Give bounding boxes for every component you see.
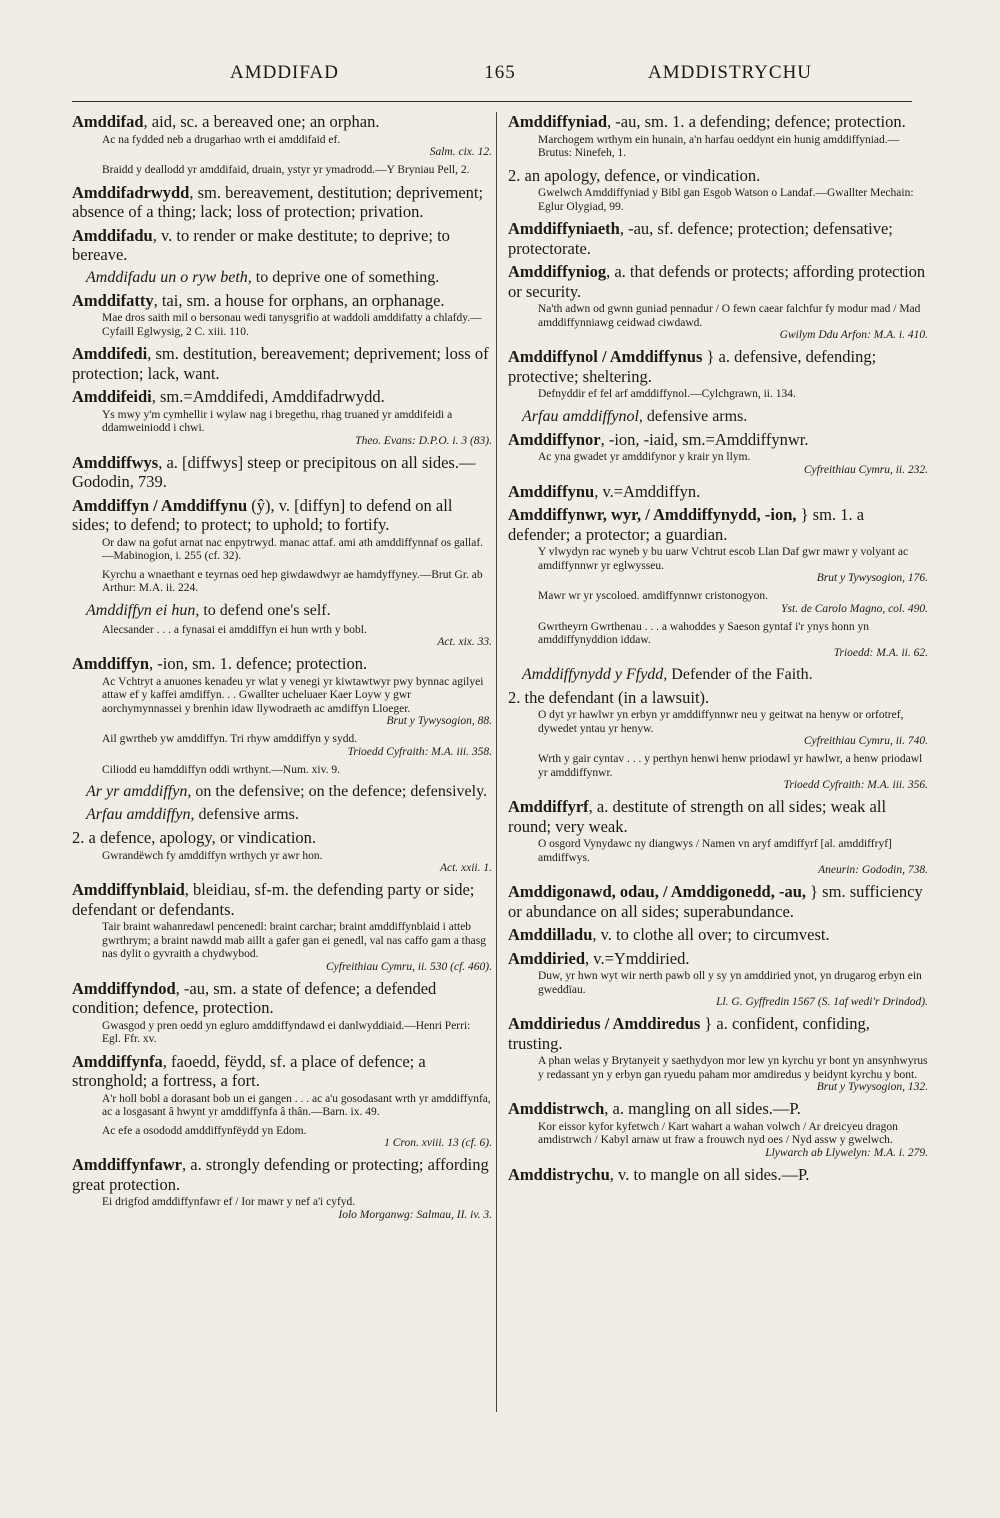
entry-definition: , -ion, sm. 1. defence; protection. bbox=[149, 654, 368, 673]
phrase-term: Arfau amddiffyn, bbox=[86, 806, 195, 823]
dictionary-entry bbox=[508, 1099, 928, 1160]
entry-quotation bbox=[508, 303, 928, 342]
entry-definition: } a. confident, confiding, trusting. bbox=[508, 1014, 870, 1053]
dictionary-entry bbox=[72, 1052, 492, 1151]
entry-phrase bbox=[508, 407, 928, 426]
entry-definition: , v.=Amddiffyn. bbox=[594, 481, 701, 501]
phrase-gloss: defensive arms. bbox=[642, 407, 748, 425]
header-left-guideword: AMDDIFAD bbox=[230, 62, 339, 83]
entry-headword: Amddifeidi bbox=[72, 387, 152, 406]
quotation-text: Wrth y gair cyntav . . . y perthyn henwi henw priodawl yr hawlwr, a henw priodawl yr amddiffynwr. bbox=[538, 753, 923, 779]
entry-quotation bbox=[508, 451, 928, 477]
entry-definition-line bbox=[72, 1155, 492, 1194]
entry-quotation bbox=[508, 1121, 928, 1160]
phrase-gloss: Defender of the Faith. bbox=[667, 665, 813, 683]
entry-definition: , -au, sm. 1. a defending; defence; protection. bbox=[607, 112, 906, 131]
entry-headword: Amddiffyrf bbox=[508, 797, 589, 816]
entry-headword: Amddiffynblaid bbox=[72, 880, 185, 899]
entry-definition-line bbox=[508, 262, 928, 301]
entry-headword: Amddifedi bbox=[72, 344, 148, 363]
entry-headword: Amddigonawd, odau, / Amddigonedd, -au, bbox=[508, 882, 807, 901]
dictionary-entry bbox=[508, 166, 928, 215]
dictionary-entry bbox=[508, 1165, 928, 1185]
entry-definition-line bbox=[72, 654, 492, 674]
entry-definition-line bbox=[508, 1014, 928, 1053]
phrase-term: Amddiffynydd y Ffydd, bbox=[522, 665, 668, 683]
quotation-text: O dyt yr hawlwr yn erbyn yr amddiffynnwr neu y geitwat na henyw or orfotref, dywedet yntau yr henyw. bbox=[538, 709, 904, 735]
entry-definition: , sm. bereavement, destitution; deprivement; absence of a thing; lack; loss of protection; privation. bbox=[72, 182, 484, 221]
quotation-text: Kor eissor kyfor kyfetwch / Kart wahart a wahan volwch / Ar dreicyeu dragon amdistrwch / Kabyl arnaw ut fraw a frouwch nyd oes / Nyd assw y gwelwch. bbox=[538, 1120, 898, 1146]
entry-definition-line bbox=[508, 949, 928, 969]
quotation-source: Salm. cix. 12. bbox=[429, 146, 492, 158]
quotation-source: Trioedd Cyfraith: M.A. iii. 358. bbox=[347, 745, 492, 758]
quotation-source: Iolo Morganwg: Salmau, II. iv. 3. bbox=[338, 1208, 492, 1221]
phrase-term: Amddifadu un o ryw beth, bbox=[86, 268, 252, 286]
phrase-term: Arfau amddiffynol, bbox=[522, 407, 643, 425]
dictionary-entry bbox=[508, 482, 928, 502]
entry-quotation bbox=[508, 621, 928, 660]
quotation-text: Gwrtheyrn Gwrthenau . . . a wahoddes y Saeson gyntaf i'r ynys honn yn amddiffynyddion iddaw. bbox=[538, 620, 870, 646]
entry-headword: Amddistrychu bbox=[508, 1164, 610, 1184]
entry-headword: Amddiffyn bbox=[72, 654, 150, 673]
dictionary-entry bbox=[72, 880, 492, 974]
quotation-text: Y vlwydyn rac wyneb y bu uarw Vchtrut escob Llan Daf gwr mawr y volyant ac amdiffynnwr yr eglwysseu. bbox=[538, 546, 909, 572]
entry-definition: } sm. sufficiency or abundance on all sides; superabundance. bbox=[508, 882, 923, 921]
entry-headword: Amddifad bbox=[72, 112, 144, 131]
entry-definition: 2. an apology, defence, or vindication. bbox=[508, 165, 761, 185]
quotation-text: Marchogem wrthym ein hunain, a'n harfau oeddynt ein hunig amddiffyniad.—Brutus: Ninefeh, 1. bbox=[538, 133, 900, 159]
entry-headword: Amddifadu bbox=[72, 225, 153, 245]
header-rule bbox=[72, 101, 912, 102]
entry-headword: Amddiffynol / Amddiffynus bbox=[508, 347, 703, 366]
entry-definition: 2. a defence, apology, or vindication. bbox=[72, 828, 317, 847]
entry-headword: Amddistrwch bbox=[508, 1099, 605, 1118]
entry-definition: , a. strongly defending or protecting; affording great protection. bbox=[72, 1155, 489, 1194]
entry-definition-line bbox=[72, 112, 492, 132]
entry-phrase bbox=[72, 805, 492, 824]
quotation-text: Defnyddir ef fel arf amddiffynol.—Cylchgrawn, ii. 134. bbox=[538, 388, 796, 400]
page-number: 165 bbox=[484, 62, 516, 83]
quotation-text: Tair braint wahanredawl pencenedl: braint carchar; braint amddiffynblaid i atteb gwrthrym; a braint nawdd mab aillt a gafer gan ei genedl, val nas caffo gam a thasg nas dylit o gyvraith a chydwybod. bbox=[102, 921, 486, 960]
dictionary-entry bbox=[72, 291, 492, 340]
entry-definition: , v. to clothe all over; to circumvest. bbox=[592, 925, 830, 944]
dictionary-entry bbox=[72, 387, 492, 448]
quotation-source: Theo. Evans: D.P.O. i. 3 (83). bbox=[355, 434, 492, 447]
phrase-term: Amddiffyn ei hun, bbox=[86, 601, 200, 619]
dictionary-entry bbox=[508, 219, 928, 258]
dictionary-entry bbox=[508, 688, 928, 793]
entry-quotation bbox=[508, 388, 928, 402]
entry-definition: , v.=Ymddiried. bbox=[585, 948, 690, 968]
quotation-source: Act. xxii. 1. bbox=[439, 862, 492, 874]
entry-definition-line bbox=[508, 219, 928, 258]
entry-definition: } a. defensive, defending; protective; sheltering. bbox=[508, 347, 877, 386]
entry-quotation bbox=[72, 1125, 492, 1151]
dictionary-entry bbox=[508, 505, 928, 684]
entry-quotation bbox=[72, 1196, 492, 1222]
entry-quotation bbox=[508, 187, 928, 214]
entry-headword: Amddiffyn / Amddiffynu bbox=[72, 495, 248, 515]
entry-definition: , aid, sc. a bereaved one; an orphan. bbox=[143, 112, 380, 131]
entry-phrase bbox=[72, 782, 492, 801]
quotation-source: Yst. de Carolo Magno, col. 490. bbox=[781, 602, 928, 615]
entry-headword: Amddiffynor bbox=[508, 429, 601, 449]
entry-definition-line bbox=[72, 387, 492, 407]
entry-quotation bbox=[72, 1093, 492, 1120]
entry-definition-line bbox=[72, 453, 492, 492]
entry-definition: , a. mangling on all sides.—P. bbox=[604, 1099, 801, 1118]
quotation-source: Aneurin: Gododin, 738. bbox=[818, 864, 928, 876]
entry-definition-line bbox=[508, 430, 928, 450]
entry-definition: , tai, sm. a house for orphans, an orphanage. bbox=[153, 290, 445, 310]
entry-headword: Amddiffyniaeth bbox=[508, 219, 620, 238]
entry-definition: , v. to mangle on all sides.—P. bbox=[609, 1164, 810, 1184]
entry-definition-line bbox=[72, 496, 492, 535]
quotation-text: Or daw na gofut arnat nac enpytrwyd. manac attaf. ami ath amddiffynnaf os gallaf.—Mabinogion, i. 255 (cf. 32). bbox=[102, 536, 484, 562]
entry-definition-line bbox=[72, 291, 492, 311]
quotation-source: Cyfreithiau Cymru, ii. 740. bbox=[803, 735, 928, 747]
entry-quotation bbox=[508, 590, 928, 616]
quotation-source: Gwilym Ddu Arfon: M.A. i. 410. bbox=[779, 329, 928, 341]
quotation-source: Brut y Tywysogion, 88. bbox=[386, 715, 492, 727]
quotation-text: Ys mwy y'm cymhellir i wylaw nag i bregethu, rhag truaned yr amddifeidi a ddamweiniodd i chwi. bbox=[102, 408, 453, 434]
dictionary-entry bbox=[508, 262, 928, 342]
entry-definition-line bbox=[72, 880, 492, 919]
entry-headword: Amddiffwys bbox=[72, 452, 159, 472]
phrase-gloss: on the defensive; on the defence; defensively. bbox=[191, 783, 488, 800]
entry-definition-line bbox=[508, 482, 928, 502]
entry-headword: Amddiffyniad bbox=[508, 112, 608, 131]
quotation-source: Brut y Tywysogion, 176. bbox=[816, 572, 928, 584]
quotation-text: Ac yna gwadet yr amddifynor y krair yn llym. bbox=[538, 451, 751, 463]
entry-quotation bbox=[72, 850, 492, 876]
dictionary-entry bbox=[72, 344, 492, 383]
entry-definition: , -au, sm. a state of defence; a defended condition; defence, protection. bbox=[72, 978, 437, 1017]
entry-phrase bbox=[72, 601, 492, 620]
entry-definition-line bbox=[72, 226, 492, 265]
quotation-text: Ac Vchtryt a anuones kenadeu yr wlat y venegi yr kiwtawtwyr pwy bynnac agilyei attaw ef y kaffei amdiffyn. . . Gwallter ucheluaer Kaer Loyw y gwr aorchymynnassei y brenhin idaw llywodraeth ac amdiffyn Lloeger. bbox=[102, 675, 484, 715]
dictionary-entry bbox=[72, 496, 492, 650]
entry-definition: , faoedd, fëydd, sf. a place of defence; a stronghold; a fortress, a fort. bbox=[72, 1051, 426, 1090]
entry-definition-line bbox=[508, 347, 928, 386]
right-column bbox=[508, 112, 928, 1412]
phrase-term: Ar yr amddiffyn, bbox=[86, 783, 192, 800]
dictionary-entry bbox=[508, 797, 928, 877]
quotation-text: A'r holl bobl a dorasant bob un ei gangen . . . ac a'u gosodasant wrth yr amddiffynfa, ac a losgasant â hwynt yr amddiffynfa â thân.—Barn. ix. 49. bbox=[102, 1092, 491, 1118]
entry-definition-line bbox=[508, 1099, 928, 1119]
entry-phrase bbox=[508, 665, 928, 684]
quotation-text: Alecsander . . . a fynasai ei amddiffyn ei hun wrth y bobl. bbox=[102, 623, 367, 636]
quotation-source: Trioedd: M.A. ii. 62. bbox=[833, 646, 928, 659]
dictionary-entry bbox=[508, 925, 928, 945]
dictionary-entry bbox=[72, 453, 492, 492]
entry-definition-line bbox=[72, 183, 492, 222]
entry-definition-line bbox=[508, 688, 928, 708]
quotation-source: Llywarch ab Llywelyn: M.A. i. 279. bbox=[765, 1146, 928, 1159]
entry-headword: Amddiffynfa bbox=[72, 1051, 163, 1071]
dictionary-entry bbox=[72, 226, 492, 287]
entry-headword: Amddiffynu bbox=[508, 481, 595, 501]
running-head bbox=[80, 62, 920, 86]
quotation-text: Gwelwch Amddiffyniad y Bibl gan Esgob Watson o Landaf.—Gwallter Mechain: Eglur Olygiad, 99. bbox=[538, 187, 914, 213]
entry-quotation bbox=[508, 709, 928, 748]
entry-quotation bbox=[508, 1055, 928, 1094]
entry-quotation bbox=[508, 134, 928, 161]
quotation-text: Na'th adwn od gwnn guniad pennadur / O fewn caear falchfur fy modur mad / Mad amddiffynniawg ceidwad ciwdawd. bbox=[538, 303, 921, 329]
entry-definition: , sm. destitution, bereavement; deprivement; loss of protection; lack, want. bbox=[72, 344, 489, 383]
quotation-source: Brut y Tywysogion, 132. bbox=[816, 1081, 928, 1093]
dictionary-entry bbox=[508, 430, 928, 477]
quotation-text: Ei drigfod amddiffynfawr ef / Ior mawr y nef a'i cyfyd. bbox=[102, 1196, 356, 1208]
quotation-text: Mawr wr yr yscoloed. amdiffynnwr cristonogyon. bbox=[538, 590, 769, 602]
entry-quotation bbox=[508, 970, 928, 1009]
entry-definition: , bleidiau, sf-m. the defending party or side; defendant or defendants. bbox=[72, 880, 475, 919]
dictionary-entry bbox=[72, 112, 492, 178]
entry-headword: Amddilladu bbox=[508, 925, 593, 944]
entry-quotation bbox=[72, 624, 492, 650]
entry-quotation bbox=[72, 921, 492, 974]
entry-quotation bbox=[508, 838, 928, 877]
entry-definition: } sm. 1. a defender; a protector; a guardian. bbox=[508, 505, 865, 544]
dictionary-entry bbox=[72, 979, 492, 1047]
entry-definition: , v. to render or make destitute; to deprive; to bereave. bbox=[72, 225, 450, 264]
quotation-text: Mae dros saith mil o bersonau wedi tanysgrifio at waddoli amddifatty a chlafdy.—Cyfaill Eglwysig, 2 C. xiii. 110. bbox=[102, 312, 482, 338]
entry-definition: , -au, sf. defence; protection; defensative; protectorate. bbox=[508, 219, 893, 258]
left-column bbox=[72, 112, 492, 1412]
entry-definition-line bbox=[72, 828, 492, 848]
entry-quotation bbox=[72, 733, 492, 759]
quotation-text: Gwrandëwch fy amddiffyn wrthych yr awr hon. bbox=[102, 849, 323, 862]
entry-definition: , sm.=Amddifedi, Amddifadrwydd. bbox=[151, 387, 385, 406]
entry-definition: (ŷ), v. [diffyn] to defend on all sides; to defend; to protect; to uphold; to fortify. bbox=[72, 495, 453, 534]
entry-definition-line bbox=[508, 1165, 928, 1185]
entry-quotation bbox=[72, 409, 492, 448]
quotation-source: Act. xix. 33. bbox=[437, 636, 492, 648]
quotation-text: Braidd y deallodd yr amddifaid, druain, ystyr yr ymadrodd.—Y Bryniau Pell, 2. bbox=[102, 164, 470, 176]
entry-quotation bbox=[72, 569, 492, 596]
dictionary-entry bbox=[72, 183, 492, 222]
quotation-text: Ac na fydded neb a drugarhao wrth ei amddifaid ef. bbox=[102, 133, 341, 146]
dictionary-entry bbox=[508, 347, 928, 426]
entry-definition-line bbox=[508, 882, 928, 921]
dictionary-entry bbox=[508, 949, 928, 1010]
entry-definition-line bbox=[72, 1052, 492, 1091]
entry-definition-line bbox=[508, 925, 928, 945]
entry-definition-line bbox=[508, 166, 928, 186]
entry-phrase bbox=[72, 268, 492, 287]
entry-quotation bbox=[72, 312, 492, 339]
entry-definition: , -ion, -iaid, sm.=Amddiffynwr. bbox=[600, 429, 809, 449]
phrase-gloss: to deprive one of something. bbox=[251, 268, 440, 286]
entry-definition: , a. [diffwys] steep or precipitous on all sides.—Gododin, 739. bbox=[72, 452, 476, 491]
dictionary-entry bbox=[72, 1155, 492, 1222]
entry-headword: Amddiried bbox=[508, 948, 586, 968]
quotation-source: Cyfreithiau Cymru, ii. 530 (cf. 460). bbox=[326, 960, 492, 973]
entry-quotation bbox=[72, 676, 492, 729]
dictionary-entry bbox=[72, 828, 492, 875]
entry-definition: , a. that defends or protects; affording protection or security. bbox=[508, 262, 926, 301]
entry-definition-line bbox=[72, 344, 492, 383]
column-divider bbox=[496, 112, 497, 1412]
entry-headword: Amddiffynwr, wyr, / Amddiffynydd, -ion, bbox=[508, 505, 797, 524]
quotation-text: Gwasgod y pren oedd yn egluro amddiffyndawd ei danlwyddiaid.—Henri Perri: Egl. Ffr. xv. bbox=[102, 1019, 471, 1045]
quotation-text: Duw, yr hwn wyt wir nerth pawb oll y sy yn amddiried ynot, yn drugarog erbyn ein gweddïau. bbox=[538, 970, 922, 996]
entry-headword: Amddiffyniog bbox=[508, 262, 607, 281]
entry-quotation bbox=[72, 1020, 492, 1047]
dictionary-entry bbox=[508, 882, 928, 921]
quotation-source: Ll. G. Gyffredin 1567 (S. 1af wedi'r Drindod). bbox=[716, 996, 928, 1008]
quotation-text: Ac efe a osododd amddiffynfëydd yn Edom. bbox=[102, 1124, 307, 1137]
entry-definition-line bbox=[72, 979, 492, 1018]
entry-definition-line bbox=[508, 112, 928, 132]
dictionary-entry bbox=[508, 112, 928, 161]
dictionary-entry bbox=[508, 1014, 928, 1094]
quotation-source: 1 Cron. xviii. 13 (cf. 6). bbox=[384, 1137, 492, 1149]
entry-definition-line bbox=[508, 797, 928, 836]
entry-headword: Amddiffynfawr bbox=[72, 1155, 182, 1174]
quotation-text: Ail gwrtheb yw amddiffyn. Tri rhyw amddiffyn y sydd. bbox=[102, 733, 358, 745]
entry-quotation bbox=[72, 537, 492, 564]
entry-headword: Amddiriedus / Amddiredus bbox=[508, 1014, 701, 1033]
entry-quotation bbox=[508, 546, 928, 585]
quotation-source: Trioedd Cyfraith: M.A. iii. 356. bbox=[783, 779, 928, 791]
entry-definition-line bbox=[508, 505, 928, 544]
entry-definition: 2. the defendant (in a lawsuit). bbox=[508, 687, 710, 707]
entry-quotation bbox=[72, 164, 492, 178]
quotation-source: Cyfreithiau Cymru, ii. 232. bbox=[803, 463, 928, 476]
phrase-gloss: defensive arms. bbox=[194, 806, 299, 823]
entry-headword: Amddifatty bbox=[72, 290, 154, 310]
entry-definition: , a. destitute of strength on all sides; weak all round; very weak. bbox=[508, 797, 887, 836]
phrase-gloss: to defend one's self. bbox=[199, 601, 331, 619]
quotation-text: Ciliodd eu hamddiffyn oddi wrthynt.—Num. xiv. 9. bbox=[102, 763, 340, 776]
quotation-text: A phan welas y Brytanyeit y saethydyon mor lew yn kyrchu yr bont yn ansynhwyrus y redassant yn y erbyn gan ryuedu paham mor amdiredus y beidynt kyrchu y bont. bbox=[538, 1055, 928, 1081]
entry-headword: Amddifadrwydd bbox=[72, 182, 190, 202]
quotation-text: Kyrchu a wnaethant e teyrnas oed hep giwdawdwyr ae hamdyffyney.—Brut Gr. ab Arthur: M.A. ii. 224. bbox=[102, 568, 483, 594]
dictionary-entry bbox=[72, 654, 492, 824]
entry-quotation bbox=[72, 134, 492, 160]
entry-headword: Amddiffyndod bbox=[72, 978, 176, 998]
header-right-guideword: AMDDISTRYCHU bbox=[648, 62, 813, 83]
entry-quotation bbox=[72, 764, 492, 778]
entry-quotation bbox=[508, 753, 928, 792]
quotation-text: O osgord Vynydawc ny diangwys / Namen vn aryf amdiffyrf [al. amddiffryf] amdiffwys. bbox=[538, 838, 892, 864]
